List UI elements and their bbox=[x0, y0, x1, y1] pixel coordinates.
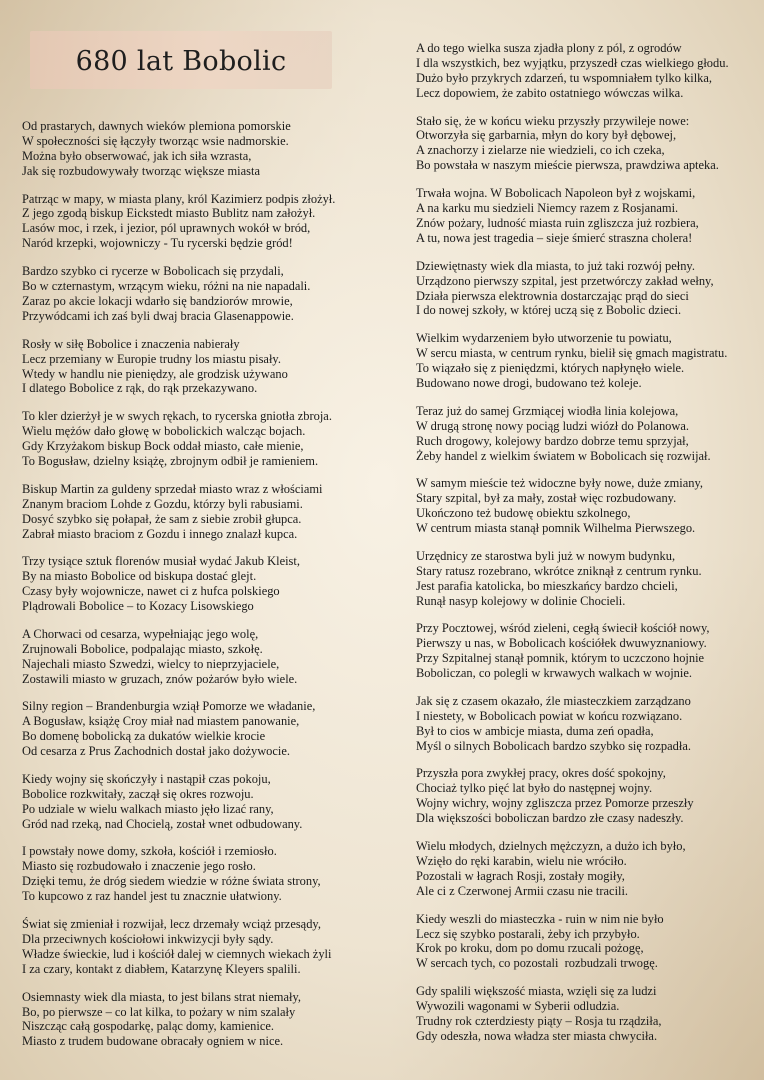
stanza bbox=[22, 337, 372, 397]
poem-line: Działa pierwsza elektrownia dostarczając prąd do sieci bbox=[416, 288, 689, 303]
poem-line: Plądrowali Bobolice – to Kozacy Lisowskiego bbox=[22, 599, 254, 614]
poem-line: To kler dzierżył je w swych rękach, to rycerska gniotła zbroja. bbox=[22, 409, 332, 424]
stanza bbox=[22, 917, 372, 977]
poem-line: Wywozili wagonami w Syberii odludzia. bbox=[416, 999, 620, 1014]
poem-line: Gdy Krzyżakom biskup Bock oddał miasto, całe mienie, bbox=[22, 439, 304, 454]
poem-line: Stało się, że w końcu wieku przyszły przywileje nowe: bbox=[416, 113, 690, 128]
stanza bbox=[416, 114, 751, 174]
poem-line: Bo, po pierwsze – co lat kilka, to pożary w nim szalały bbox=[22, 1004, 296, 1019]
stanza bbox=[416, 549, 751, 609]
poem-line: Czasy były wojownicze, nawet ci z hufca polskiego bbox=[22, 584, 280, 599]
poem-line: I powstały nowe domy, szkoła, kościół i rzemiosło. bbox=[22, 844, 277, 859]
poem-line: W centrum miasta stanął pomnik Wilhelma Pierwszego. bbox=[416, 521, 696, 536]
poem-line: Przyszła pora zwykłej pracy, okres dość spokojny, bbox=[416, 766, 666, 781]
poem-line: Przy Szpitalnej stanął pomnik, którym to uczczono hojnie bbox=[416, 651, 705, 666]
poem-line: Zrujnowali Bobolice, podpalając miasto, szkołę. bbox=[22, 641, 263, 656]
stanza bbox=[22, 772, 372, 832]
poem-line: Był to cios w ambicje miasta, duma zeń opadła, bbox=[416, 723, 654, 738]
poem-line: I niestety, w Bobolicach powiat w końcu rozwiązano. bbox=[416, 708, 683, 723]
poem-line: Stary ratusz rozebrano, wkrótce zniknął z centrum rynku. bbox=[416, 563, 702, 578]
stanza bbox=[22, 844, 372, 904]
poem-line: W sercach tych, co pozostali rozbudzali trwogę. bbox=[416, 956, 658, 971]
poem-line: Wtedy w handlu nie pieniędzy, ale grodzisk używano bbox=[22, 366, 288, 381]
poem-line: Boboliczan, co polegli w krwawych walkach w wojnie. bbox=[416, 666, 692, 681]
poem-line: Bobolice rozkwitały, zaczął się okres rozwoju. bbox=[22, 786, 254, 801]
poem-line: Runął nasyp kolejowy w dolinie Chocieli. bbox=[416, 593, 626, 608]
left-column bbox=[22, 119, 372, 1062]
poem-line: Wzięło do ręki karabin, wielu nie wróciło. bbox=[416, 853, 627, 868]
right-column bbox=[416, 41, 751, 1057]
poem-line: Gdy odeszła, nowa władza ster miasta chwyciła. bbox=[416, 1028, 658, 1043]
poem-line: To Bogusław, dzielny książę, zbrojnym odbił je ramieniem. bbox=[22, 454, 319, 468]
poem-line: Dla przeciwnych kościołowi inkwizycji były sądy. bbox=[22, 931, 274, 946]
poem-line: By na miasto Bobolice od biskupa dostać glejt. bbox=[22, 569, 257, 584]
poem-line: A znachorzy i zielarze nie wiedzieli, co ich czeka, bbox=[416, 143, 665, 158]
poem-line: To kupcowo z raz handel jest tu znacznie ułatwiony. bbox=[22, 889, 282, 904]
stanza bbox=[22, 627, 372, 687]
poem-line: Z jego zgodą biskup Eickstedt miasto Bublitz nam założył. bbox=[22, 206, 316, 221]
poem-line: Gród nad rzeką, nad Chocielą, został wnet odbudowany. bbox=[22, 816, 303, 831]
stanza bbox=[22, 990, 372, 1050]
poem-line: Dużo było przykrych zdarzeń, tu wspomniałem tylko kilka, bbox=[416, 70, 713, 85]
poem-line: Bo domenę bobolicką za dukatów wielkie krocie bbox=[22, 729, 266, 744]
poem-line: Znów pożary, ludność miasta ruin zgliszcza już rozbiera, bbox=[416, 215, 699, 230]
poem-line: Przy Pocztowej, wśród zieleni, cegłą świecił kościół nowy, bbox=[416, 621, 710, 636]
poem-line: Dziewiętnasty wiek dla miasta, to już taki rozwój pełny. bbox=[416, 258, 695, 273]
poem-line: Zaraz po akcie lokacji wdarło się bandziorów mrowie, bbox=[22, 293, 293, 308]
stanza bbox=[416, 912, 751, 972]
poem-line: Teraz już do samej Grzmiącej wiodła linia kolejowa, bbox=[416, 403, 679, 418]
poem-line: Jak się z czasem okazało, źle miasteczkiem zarządzano bbox=[416, 693, 691, 708]
stanza bbox=[22, 192, 372, 252]
poem-line: Bo powstała w naszym mieście pierwsza, prawdziwa apteka. bbox=[416, 158, 719, 173]
poem-line: Otworzyła się garbarnia, młyn do kory był dębowej, bbox=[416, 128, 677, 143]
poem-line: Niszcząc całą gospodarkę, paląc domy, kamienice. bbox=[22, 1019, 274, 1034]
poem-line: Lecz dopowiem, że zabito ostatniego wówczas wilka. bbox=[416, 85, 684, 100]
poem-line: Pozostali w łagrach Rosji, zostały mogiły, bbox=[416, 868, 625, 883]
stanza bbox=[416, 259, 751, 319]
poem-line: W sercu miasta, w centrum rynku, bielił się gmach magistratu. bbox=[416, 346, 728, 361]
poem-line: Urządzono pierwszy szpital, jest przetwórczy zakład wełny, bbox=[416, 273, 714, 288]
poem-line: Wojny wichry, wojny zgliszcza przez Pomorze przeszły bbox=[416, 796, 694, 811]
poem-line: Dosyć szybko się połapał, że sam z siebie zrobił głupca. bbox=[22, 511, 302, 526]
poem-line: Urzędnicy ze starostwa byli już w nowym budynku, bbox=[416, 548, 676, 563]
poem-line: Wielu mężów dało głowę w bobolickich walcząc bojach. bbox=[22, 424, 306, 439]
stanza bbox=[416, 621, 751, 681]
poem-line: Trwała wojna. W Bobolicach Napoleon był z wojskami, bbox=[416, 186, 696, 201]
poem-line: Stary szpital, był za mały, został więc rozbudowany. bbox=[416, 491, 677, 506]
poem-line: Lecz się szybko postarali, żeby ich przybyło. bbox=[416, 926, 640, 941]
poem-line: Trudny rok czterdziesty piąty – Rosja tu rządziła, bbox=[416, 1013, 662, 1028]
poem-line: Zostawili miasto w gruzach, znów pożarów było wiele. bbox=[22, 671, 298, 686]
poem-line: A na karku mu siedzieli Niemcy razem z Rosjanami. bbox=[416, 201, 679, 216]
poem-line: W drugą stronę nowy pociąg ludzi wiózł do Polanowa. bbox=[416, 418, 689, 433]
poem-line: Miasto z trudem budowane obracały ogniem w nice. bbox=[22, 1034, 284, 1049]
poem-line: Lecz przemiany w Europie trudny los miastu pisały. bbox=[22, 351, 281, 366]
poem-line: Ukończono też budowę obiektu szkolnego, bbox=[416, 506, 631, 521]
poem-line: Krok po kroku, dom po domu rzucali pożogę, bbox=[416, 941, 644, 956]
poem-line: Wielu młodych, dzielnych mężczyzn, a dużo ich było, bbox=[416, 839, 686, 854]
stanza bbox=[22, 482, 372, 542]
page-title: 680 lat Bobolic bbox=[75, 46, 287, 77]
stanza bbox=[416, 331, 751, 391]
stanza bbox=[22, 119, 372, 179]
poem-line: Biskup Martin za guldeny sprzedał miasto wraz z włościami bbox=[22, 481, 323, 496]
poem-line: A do tego wielka susza zjadła plony z pól, z ogrodów bbox=[416, 41, 682, 55]
poem-line: Władze świeckie, lud i kościół dalej w ciemnych wiekach żyli bbox=[22, 946, 332, 961]
poem-line: Jak się rozbudowywały tworząc większe miasta bbox=[22, 163, 260, 178]
stanza bbox=[22, 409, 372, 469]
poem-line: Bardzo szybko ci rycerze w Bobolicach się przydali, bbox=[22, 264, 284, 279]
poem-line: Chociaż tylko pięć lat było do następnej wojny. bbox=[416, 781, 653, 796]
stanza bbox=[416, 41, 751, 101]
stanza bbox=[416, 766, 751, 826]
stanza bbox=[416, 186, 751, 246]
poem-line: Od cesarza z Prus Zachodnich dostał jako dożywocie. bbox=[22, 744, 291, 759]
poem-line: I dlatego Bobolice z rąk, do rąk przekazywano. bbox=[22, 381, 258, 396]
poem-line: Kiedy wojny się skończyły i nastąpił czas pokoju, bbox=[22, 771, 271, 786]
poem-line: Dla większości boboliczan bardzo złe czasy nadeszły. bbox=[416, 811, 684, 826]
poem-line: Dzięki temu, że dróg siedem wiedzie w różne świata strony, bbox=[22, 874, 321, 889]
poem-line: Miasto się rozbudowało i znaczenie jego rosło. bbox=[22, 859, 256, 874]
poem-line: Trzy tysiące sztuk florenów musiał wydać Jakub Kleist, bbox=[22, 554, 300, 569]
poem-line: Naród krzepki, wojowniczy - Tu rycerski będzie gród! bbox=[22, 236, 293, 251]
poem-line: Patrząc w mapy, w miasta plany, król Kazimierz podpis złożył. bbox=[22, 191, 336, 206]
poem-line: Silny region – Brandenburgia wziął Pomorze we władanie, bbox=[22, 699, 316, 714]
poem-line: Kiedy weszli do miasteczka - ruin w nim nie było bbox=[416, 911, 664, 926]
stanza bbox=[22, 554, 372, 614]
stanza bbox=[22, 699, 372, 759]
poem-line: Budowano nowe drogi, budowano też koleje. bbox=[416, 376, 642, 390]
poem-line: Po udziale w wielu walkach miasto jęło lizać rany, bbox=[22, 801, 274, 816]
poem-line: Lasów moc, i rzek, i jezior, pól uprawnych wokół w bród, bbox=[22, 221, 311, 236]
stanza bbox=[22, 264, 372, 324]
poem-line: A tu, nowa jest tragedia – sieje śmierć straszna cholera! bbox=[416, 230, 693, 245]
poem-line: Wielkim wydarzeniem było utworzenie tu powiatu, bbox=[416, 331, 672, 346]
poem-line: Można było obserwować, jak ich siła wzrasta, bbox=[22, 148, 252, 163]
poem-line: Rosły w siłę Bobolice i znaczenia nabierały bbox=[22, 336, 240, 351]
poem-line: A Bogusław, książę Croy miał nad miastem panowanie, bbox=[22, 714, 300, 729]
poem-line: Zabrał miasto braciom z Gozdu i innego znalazł kupca. bbox=[22, 526, 298, 541]
poem-line: Znanym braciom Lohde z Gozdu, którzy byli rabusiami. bbox=[22, 496, 303, 511]
poem-line: Pierwszy u nas, w Bobolicach kościółek dwuwyznaniowy. bbox=[416, 636, 707, 651]
poem-line: Myśl o silnych Bobolicach bardzo szybko się rozpadła. bbox=[416, 738, 691, 753]
stanza bbox=[416, 694, 751, 754]
poem-line: Bo w czternastym, wrzącym wieku, różni na nie napadali. bbox=[22, 279, 311, 294]
poem-line: W społeczności się łączyły tworząc wsie nadmorskie. bbox=[22, 133, 289, 148]
stanza bbox=[416, 404, 751, 464]
poem-line: Od prastarych, dawnych wieków plemiona pomorskie bbox=[22, 119, 291, 133]
poem-line: Jest parafia katolicka, bo mieszkańcy bardzo chcieli, bbox=[416, 578, 678, 593]
poem-line: Ruch drogowy, kolejowy bardzo dobrze temu sprzyjał, bbox=[416, 433, 689, 448]
poem-line: W samym mieście też widoczne były nowe, duże zmiany, bbox=[416, 476, 704, 491]
stanza bbox=[416, 839, 751, 899]
stanza bbox=[416, 984, 751, 1044]
poem-line: I dla wszystkich, bez wyjątku, przyszedł czas wielkiego głodu. bbox=[416, 55, 729, 70]
poem-line: I do nowej szkoły, w której uczą się z Bobolic dzieci. bbox=[416, 303, 682, 318]
poem-line: Osiemnasty wiek dla miasta, to jest bilans strat niemały, bbox=[22, 989, 301, 1004]
poem-line: Gdy spalili większość miasta, wzięli się za ludzi bbox=[416, 984, 657, 999]
poem-line: Żeby handel z wielkim światem w Bobolicach się rozwijał. bbox=[416, 448, 711, 463]
poem-line: A Chorwaci od cesarza, wypełniając jego wolę, bbox=[22, 626, 259, 641]
poem-line: To wiązało się z pieniędzmi, których napłynęło wiele. bbox=[416, 361, 685, 376]
stanza bbox=[416, 476, 751, 536]
poem-line: Najechali miasto Szwedzi, wielcy to nieprzyjaciele, bbox=[22, 656, 280, 671]
poem-line: I za czary, kontakt z diabłem, Katarzynę Kleyers spalili. bbox=[22, 961, 301, 976]
poem-line: Ale ci z Czerwonej Armii czasu nie tracili. bbox=[416, 883, 629, 898]
poem-line: Świat się zmieniał i rozwijał, lecz drzemały wciąż przesądy, bbox=[22, 917, 321, 932]
poem-line: Przywódcami ich zaś byli dwaj bracia Glasenappowie. bbox=[22, 308, 294, 323]
